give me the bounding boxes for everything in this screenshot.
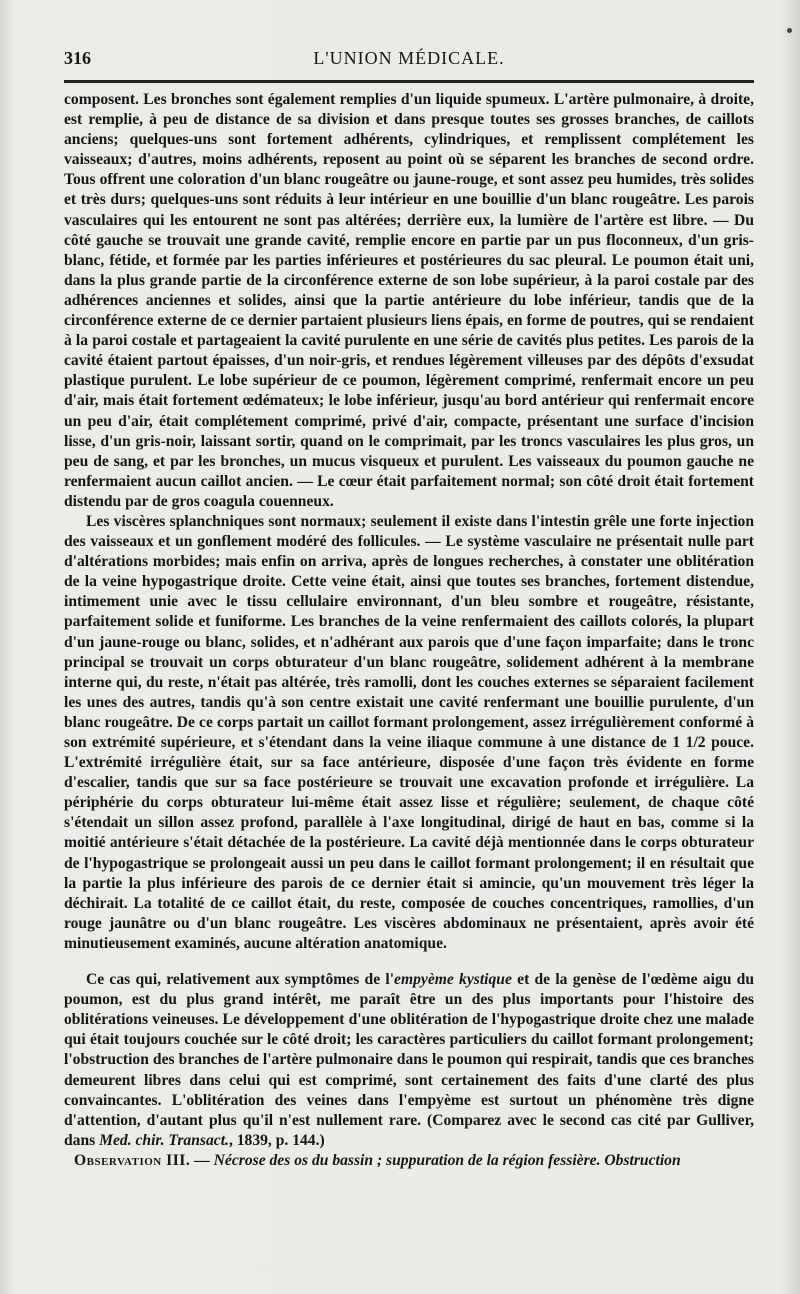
journal-title: L'UNION MÉDICALE. xyxy=(313,48,505,68)
paragraph-autopsy-lungs: composent. Les bronches sont également remplies d'un liquide spumeux. L'artère pulmonaire, à droite, est remplie, à peu de distance de sa division et dans presque toutes ses grosses branches, de caillots anciens; quelques-uns sont fortement adhérents, cylindriques, et remplissent complétement les vaisseaux; d'autres, moins adhérents, reposent au point où se séparent les branches de second ordre. Tous offrent une coloration d'un blanc rougeâtre ou jaune-rouge, et sont assez peu humides, très solides et très durs; quelques-uns sont réduits à leur intérieur en une bouillie d'un blanc rougeâtre. Les parois vasculaires qui les entourent ne sont pas altérées; derrière eux, la lumière de l'artère est libre. — Du côté gauche se trouvait une grande cavité, remplie encore en partie par un pus floconneux, d'un gris-blanc, fétide, et formée par les parties inférieures et postérieures du sac pleural. Le poumon était uni, dans la plus grande partie de la circonférence externe de son lobe supérieur, à la paroi costale par des adhérences anciennes et solides, ainsi que la partie antérieure du lobe inférieur, tandis que de la circonférence externe de ce dernier partaient plusieurs liens épais, en forme de poutres, qui se rendaient à la paroi costale et partageaient la cavité purulente en une série de cavités plus petites. Les parois de la cavité étaient partout épaisses, d'un noir-gris, et rendues légèrement villeuses par des dépôts d'exsudat plastique purulent. Le lobe supérieur de ce poumon, légèrement comprimé, renfermait encore un peu d'air, mais était fortement œdémateux; le lobe inférieur, jusqu'au bord antérieur qui renfermait encore un peu d'air, était complétement comprimé, privé d'air, compacte, présentant une surface d'incision lisse, d'un gris-noir, laissant sortir, quand on le comprimait, par les troncs vasculaires les plus gros, un peu de sang, et par les bronches, un mucus visqueux et purulent. Les vaisseaux du poumon gauche ne renfermaient aucun caillot ancien. — Le cœur était parfaitement normal; son côté droit était fortement distendu par de gros coagula couenneux. xyxy=(64,91,754,510)
commentary-text-1: Ce cas qui, relativement aux symptômes de l' xyxy=(86,971,395,989)
observation-title: Nécrose des os du bassin ; suppuration de la région fessière. Obstruction xyxy=(213,1151,681,1169)
observation-heading xyxy=(64,1151,754,1171)
article-body xyxy=(64,90,754,1171)
paragraph-viscera: Les viscères splanchniques sont normaux; seulement il existe dans l'intestin grêle une forte injection des vaisseaux et un gonflement modéré des follicules. — Le système vasculaire ne présentait nulle part d'altérations morbides; mais enfin on arriva, après de longues recherches, à constater une oblitération de la veine hypogastrique droite. Cette veine était, ainsi que toutes ses branches, fortement distendue, intimement unie avec le tissu cellulaire environnant, d'un bleu sombre et rougeâtre, résistante, parfaitement solide et funiforme. Les branches de la veine renfermaient des caillots colorés, la plupart d'un jaune-rouge ou blanc, solides, et n'adhérant aux parois que d'une façon imparfaite; dans le tronc principal se trouvait un corps obturateur d'un blanc rougeâtre, solidement adhérent à la membrane interne qui, du reste, n'était pas altérée, très ramolli, dont les couches externes se séparaient facilement les unes des autres, tandis qu'à son centre existait une cavité renfermant une bouillie purulente, d'un blanc rougeâtre. De ce corps partait un caillot formant prolongement, assez irrégulièrement conformé à son extrémité supérieure, et s'étendant dans la veine iliaque commune à une distance de 1 1/2 pouce. L'extrémité irrégulière était, sur sa face antérieure, disposée d'une façon très évidente en forme d'escalier, tandis que sur sa face postérieure se trouvait une excavation profonde et irrégulière. La périphérie du corps obturateur lui-même était assez lisse et régulière; seulement, de chaque côté s'étendait un sillon assez profond, parallèle à l'axe longitudinal, dirigé de haut en bas, comme si la moitié antérieure s'était détachée de la postérieure. La cavité déjà mentionnée dans le corps obturateur de l'hypogastrique se prolongeait aussi un peu dans le caillot formant prolongement; il en résultait que la partie la plus inférieure des parois de ce dernier était si amincie, qu'un mouvement très léger la déchirait. La totalité de ce caillot était, du reste, composée de couches concentriques, ramollies, d'un rouge jaunâtre ou d'un blanc rougeâtre. Les viscères abdominaux ne présentaient, après avoir été minutieusement examinés, aucune altération anatomique. xyxy=(64,512,754,952)
commentary-italic-term: empyème kystique xyxy=(394,971,512,989)
scan-speck xyxy=(787,28,792,33)
header-rule xyxy=(64,80,754,83)
observation-dash: — xyxy=(190,1151,214,1169)
paragraph-commentary xyxy=(64,970,754,1151)
commentary-text-end: , 1839, p. 144.) xyxy=(228,1131,325,1149)
observation-label: Observation III. xyxy=(74,1151,191,1169)
page-header xyxy=(64,48,754,74)
commentary-citation: Med. chir. Transact. xyxy=(99,1131,229,1149)
page-number: 316 xyxy=(64,48,91,68)
commentary-text-2: et de la genèse de l'œdème aigu du poumon, est du plus grand intérêt, me paraît être un des plus importants pour l'histoire des oblitérations veineuses. Le développement d'une oblitération de l'hypogastrique droite chez une malade qui était toujours couchée sur le côté droit; les caractères particuliers du caillot formant prolongement; l'obstruction des branches de l'artère pulmonaire dans le poumon qui respirait, tandis que ces branches demeurent libres dans celui qui est comprimé, sont certainement des faits d'une clarté des plus convaincantes. L'oblitération des veines dans l'empyème est surtout un phénomène très digne d'attention, d'autant plus qu'il n'est nullement rare. (Comparez avec le second cas cité par Gulliver, dans xyxy=(64,971,755,1149)
